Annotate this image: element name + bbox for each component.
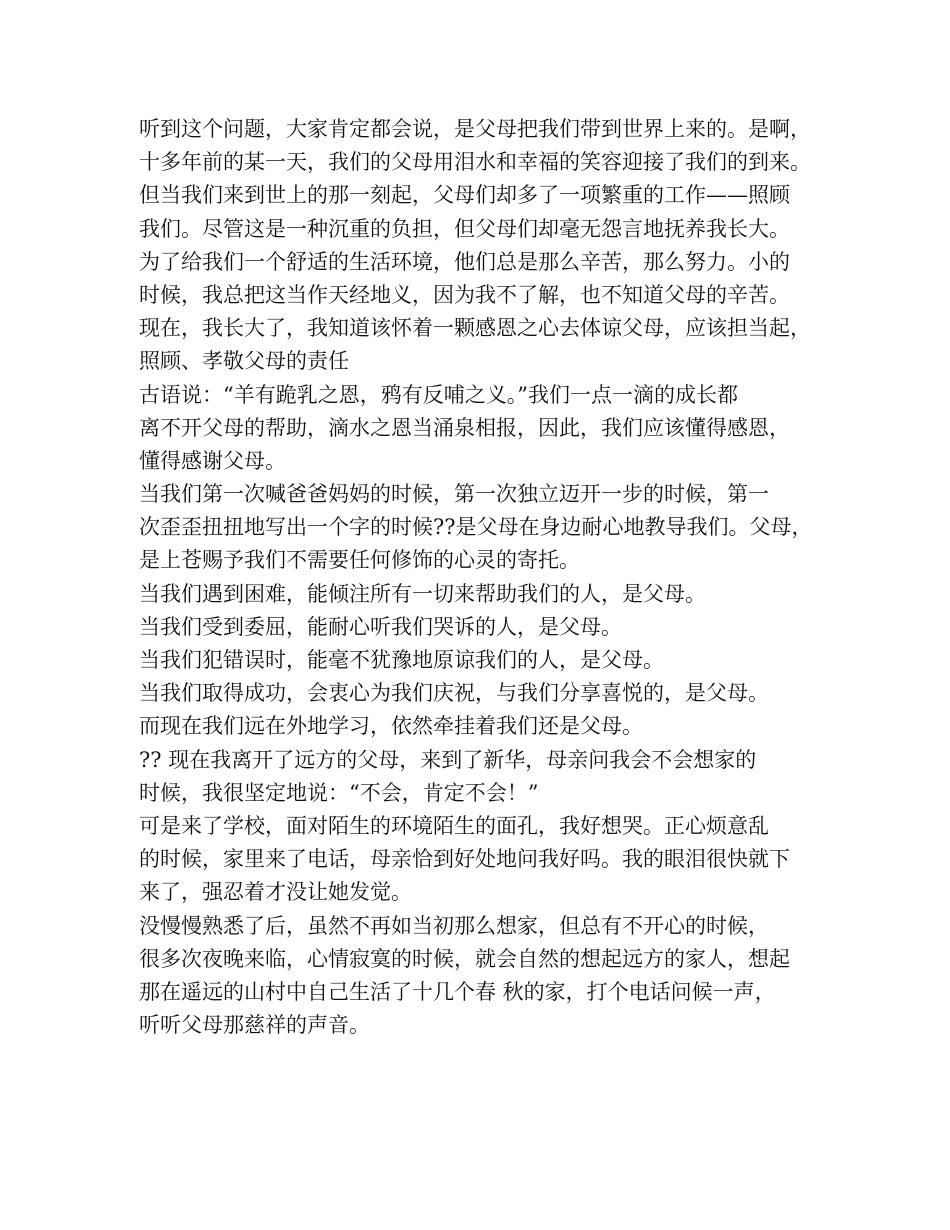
text-line: 那在遥远的山村中自己生活了十几个春 秋的家，打个电话问候一声，	[139, 979, 776, 1004]
text-line: 很多次夜晚来临，心情寂寞的时候，就会自然的想起远方的家人，想起	[139, 946, 790, 971]
text-line: 次歪歪扭扭地写出一个字的时候??是父母在身边耐心地教导我们。父母，	[139, 515, 813, 540]
text-line: 我们。尽管这是一种沉重的负担，但父母们却毫无怨言地抚养我长大。	[139, 216, 790, 241]
text-line: 当我们犯错误时，能毫不犹豫地原谅我们的人，是父母。	[139, 648, 664, 672]
text-line: 为了给我们一个舒适的生活环境，他们总是那么辛苦，那么努力。小的	[139, 249, 790, 274]
text-line: 的时候，家里来了电话，母亲恰到好处地问我好吗。我的眼泪很快就下	[139, 847, 790, 872]
text-line: 当我们取得成功，会衷心为我们庆祝，与我们分享喜悦的，是父母。	[139, 681, 769, 706]
text-line: 照顾、孝敬父母的责任	[139, 349, 349, 374]
text-line: 没慢慢熟悉了后，虽然不再如当初那么想家，但总有不开心的时候，	[139, 913, 769, 938]
text-line: 现在，我长大了，我知道该怀着一颗感恩之心去体谅父母，应该担当起，	[139, 316, 811, 341]
text-line: 离不开父母的帮助，滴水之恩当涌泉相报，因此，我们应该懂得感恩，	[139, 415, 790, 440]
text-line: 来了，强忍着才没让她发觉。	[139, 880, 412, 905]
text-line: 当我们第一次喊爸爸妈妈的时候，第一次独立迈开一步的时候，第一	[139, 482, 769, 507]
text-line: 时候，我很坚定地说：“不会，肯定不会！”	[139, 780, 539, 805]
text-line: 听到这个问题，大家肯定都会说，是父母把我们带到世界上来的。是啊，	[139, 117, 811, 141]
text-line: 时候，我总把这当作天经地义，因为我不了解，也不知道父母的辛苦。	[139, 282, 790, 307]
text-line: 而现在我们远在外地学习，依然牵挂着我们还是父母。	[139, 714, 643, 739]
text-line: 但当我们来到世上的那一刻起，父母们却多了一项繁重的工作——照顾	[139, 183, 790, 208]
text-line: 懂得感谢父母。	[139, 448, 286, 473]
text-line: 当我们遇到困难，能倾注所有一切来帮助我们的人，是父母。	[139, 581, 706, 606]
text-line: 当我们受到委屈，能耐心听我们哭诉的人，是父母。	[139, 614, 622, 639]
text-line: 可是来了学校，面对陌生的环境陌生的面孔，我好想哭。正心烦意乱	[139, 813, 769, 838]
essay-body	[139, 113, 829, 1042]
text-line: ?? 现在我离开了远方的父母，来到了新华，母亲问我会不会想家的	[139, 747, 757, 772]
text-line: 古语说：“羊有跪乳之恩，鸦有反哺之义。”我们一点一滴的成长都	[139, 382, 738, 407]
text-line: 是上苍赐予我们不需要任何修饰的心灵的寄托。	[139, 548, 580, 573]
text-line: 十多年前的某一天，我们的父母用泪水和幸福的笑容迎接了我们的到来。	[139, 150, 811, 175]
text-line: 听听父母那慈祥的声音。	[139, 1013, 370, 1038]
